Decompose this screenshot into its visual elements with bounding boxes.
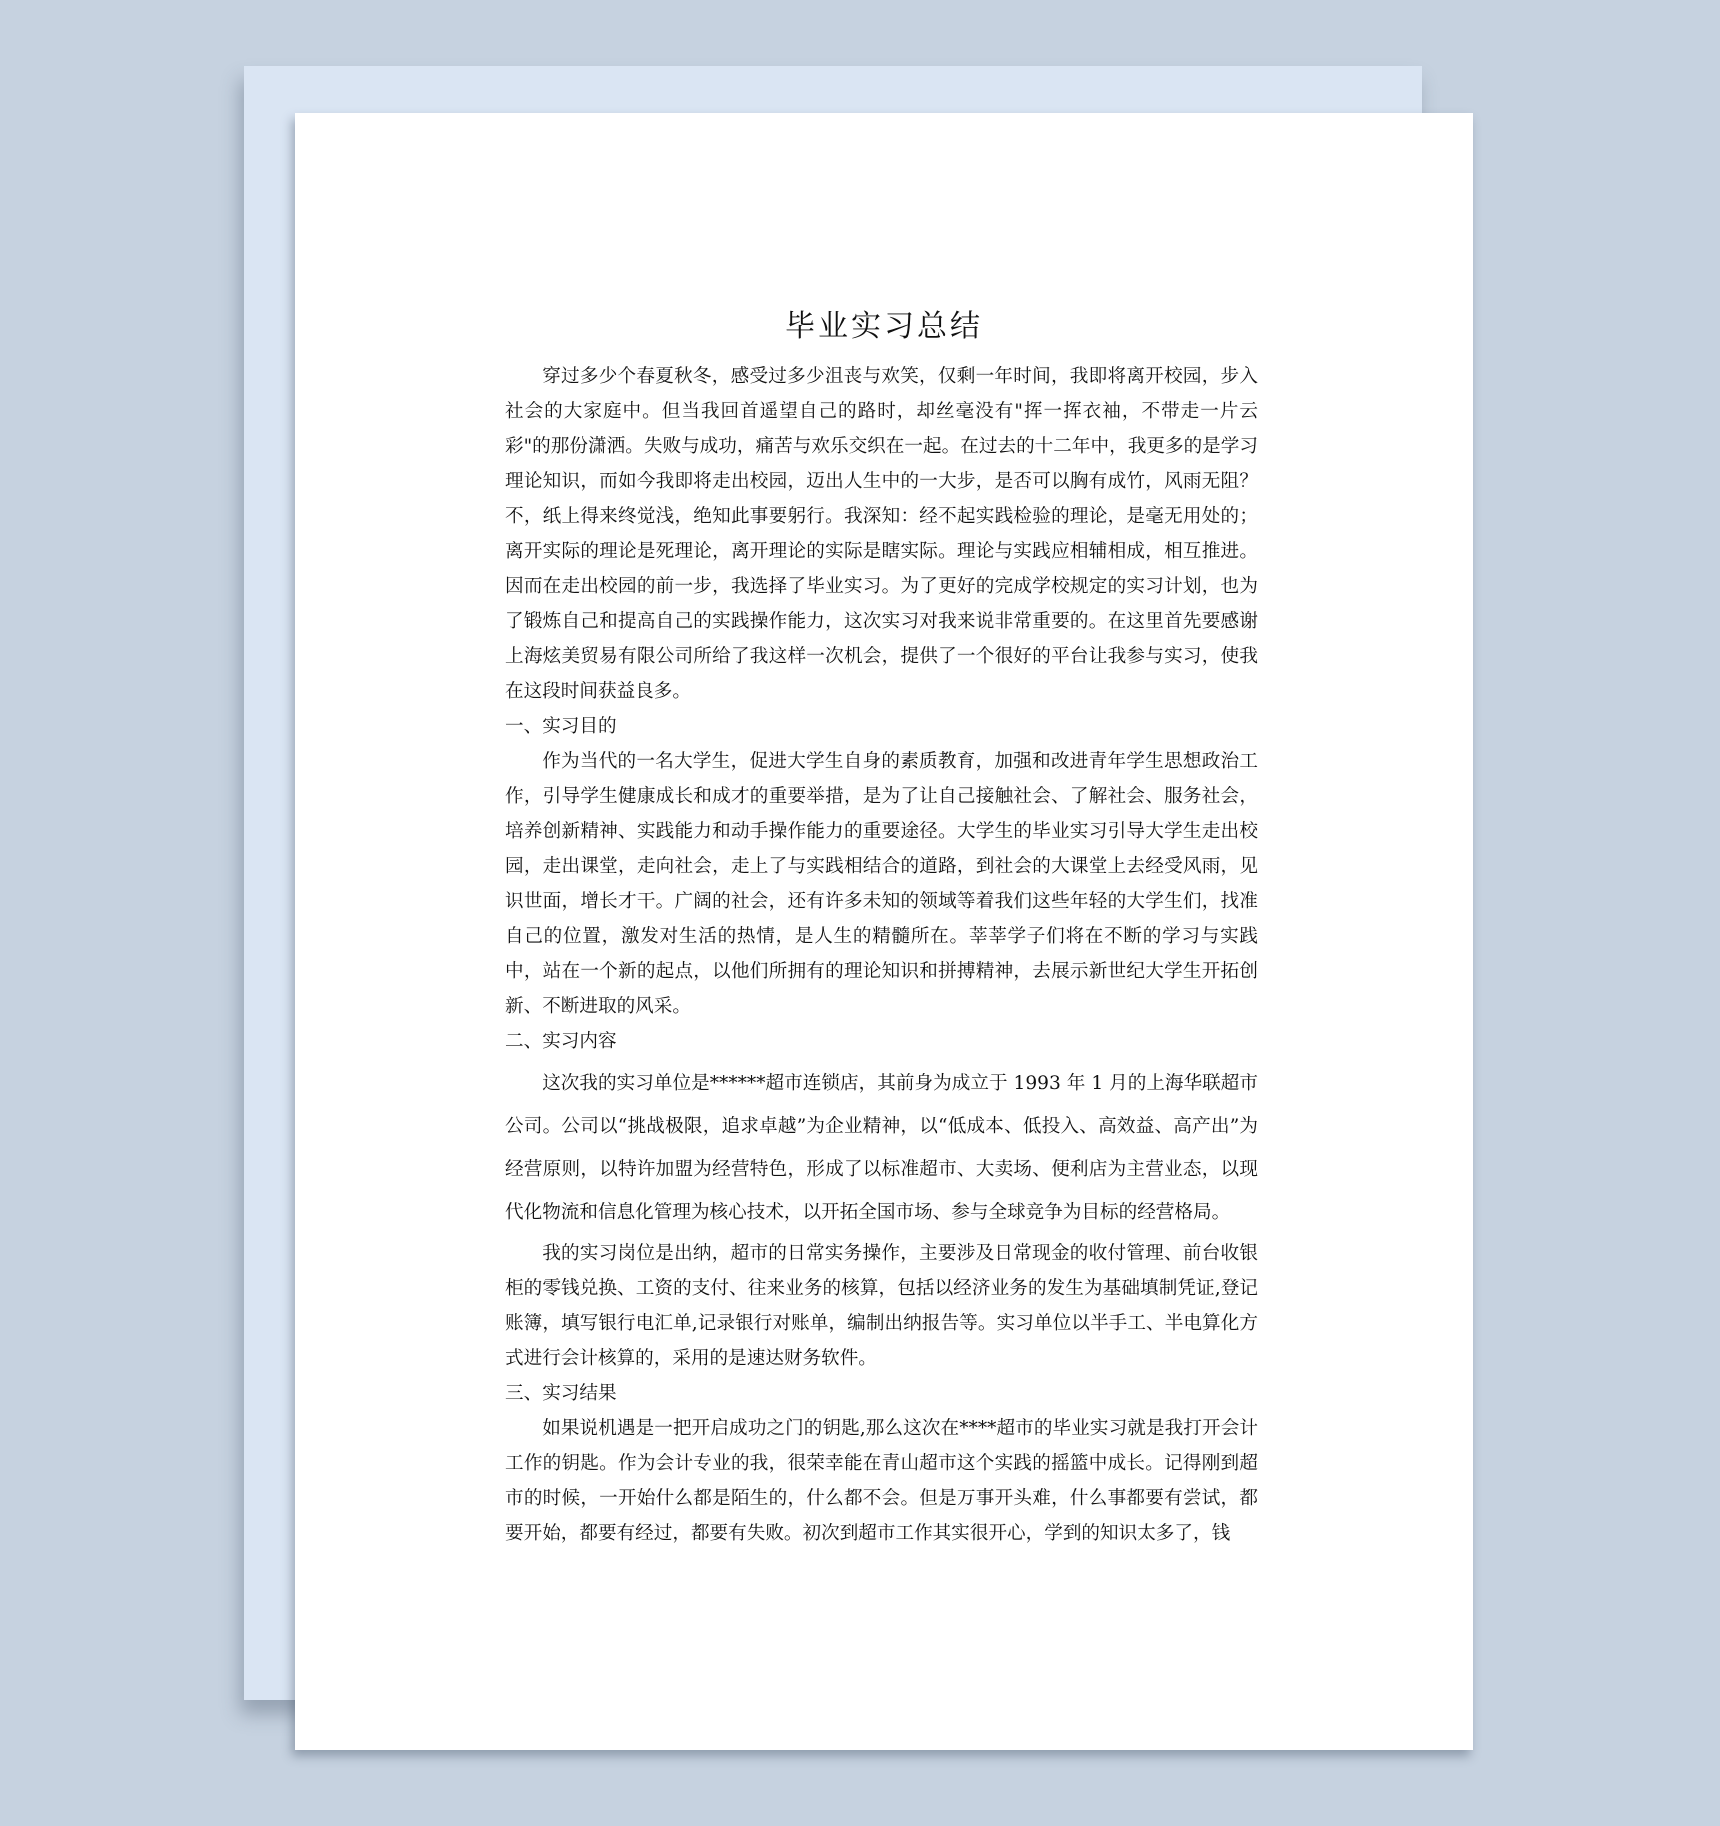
intro-paragraph: 穿过多少个春夏秋冬，感受过多少沮丧与欢笑，仅剩一年时间，我即将离开校园，步入社会的大家庭中。但当我回首遥望自己的路时，却丝毫没有"挥一挥衣袖，不带走一片云彩"的那份潇洒。失败与成功，痛苦与欢乐交织在一起。在过去的十二年中，我更多的是学习理论知识，而如今我即将走出校园，迈出人生中的一大步，是否可以胸有成竹，风雨无阻？不，纸上得来终觉浅，绝知此事要躬行。我深知：经不起实践检验的理论，是毫无用处的；离开实际的理论是死理论，离开理论的实际是瞎实际。理论与实践应相辅相成，相互推进。因而在走出校园的前一步，我选择了毕业实习。为了更好的完成学校规定的实习计划，也为了锻炼自己和提高自己的实践操作能力，这次实习对我来说非常重要的。在这里首先要感谢上海炫美贸易有限公司所给了我这样一次机会，提供了一个很好的平台让我参与实习，使我在这段时间获益良多。 xyxy=(505,366,1258,702)
section-paragraph: 作为当代的一名大学生，促进大学生自身的素质教育，加强和改进青年学生思想政治工作，引导学生健康成长和成才的重要举措，是为了让自己接触社会、了解社会、服务社会，培养创新精神、实践能力和动手操作能力的重要途径。大学生的毕业实习引导大学生走出校园，走出课堂，走向社会，走上了与实践相结合的道路，到社会的大课堂上去经受风雨，见识世面，增长才干。广阔的社会，还有许多未知的领域等着我们这些年轻的大学生们，找准自己的位置，激发对生活的热情，是人生的精髓所在。莘莘学子们将在不断的学习与实践中，站在一个新的起点，以他们所拥有的理论知识和拼搏精神，去展示新世纪大学生开拓创新、不断进取的风采。 xyxy=(505,751,1258,1017)
section-heading-content: 二、实习内容 xyxy=(505,1031,617,1052)
document-title: 毕业实习总结 xyxy=(785,309,983,344)
document-body xyxy=(505,359,1258,1551)
section-paragraph: 我的实习岗位是出纳，超市的日常实务操作，主要涉及日常现金的收付管理、前台收银柜的零钱兑换、工资的支付、往来业务的核算，包括以经济业务的发生为基础填制凭证,登记账簿，填写银行电汇单,记录银行对账单，编制出纳报告等。实习单位以半手工、半电算化方式进行会计核算的，采用的是速达财务软件。 xyxy=(505,1243,1258,1369)
section-heading-purpose: 一、实习目的 xyxy=(505,716,617,737)
section-heading-results: 三、实习结果 xyxy=(505,1383,617,1404)
document-page xyxy=(295,113,1473,1750)
section-paragraph: 这次我的实习单位是******超市连锁店，其前身为成立于 1993 年 1 月的上海华联超市公司。公司以“挑战极限，追求卓越”为企业精神，以“低成本、低投入、高效益、高产出”为经营原则，以特许加盟为经营特色，形成了以标准超市、大卖场、便利店为主营业态，以现代化物流和信息化管理为核心技术，以开拓全国市场、参与全球竞争为目标的经营格局。 xyxy=(505,1073,1258,1223)
section-paragraph: 如果说机遇是一把开启成功之门的钥匙,那么这次在****超市的毕业实习就是我打开会计工作的钥匙。作为会计专业的我，很荣幸能在青山超市这个实践的摇篮中成长。记得刚到超市的时候，一开始什么都是陌生的，什么都不会。但是万事开头难，什么事都要有尝试，都要开始，都要有经过，都要有失败。初次到超市工作其实很开心，学到的知识太多了，钱 xyxy=(505,1418,1258,1544)
